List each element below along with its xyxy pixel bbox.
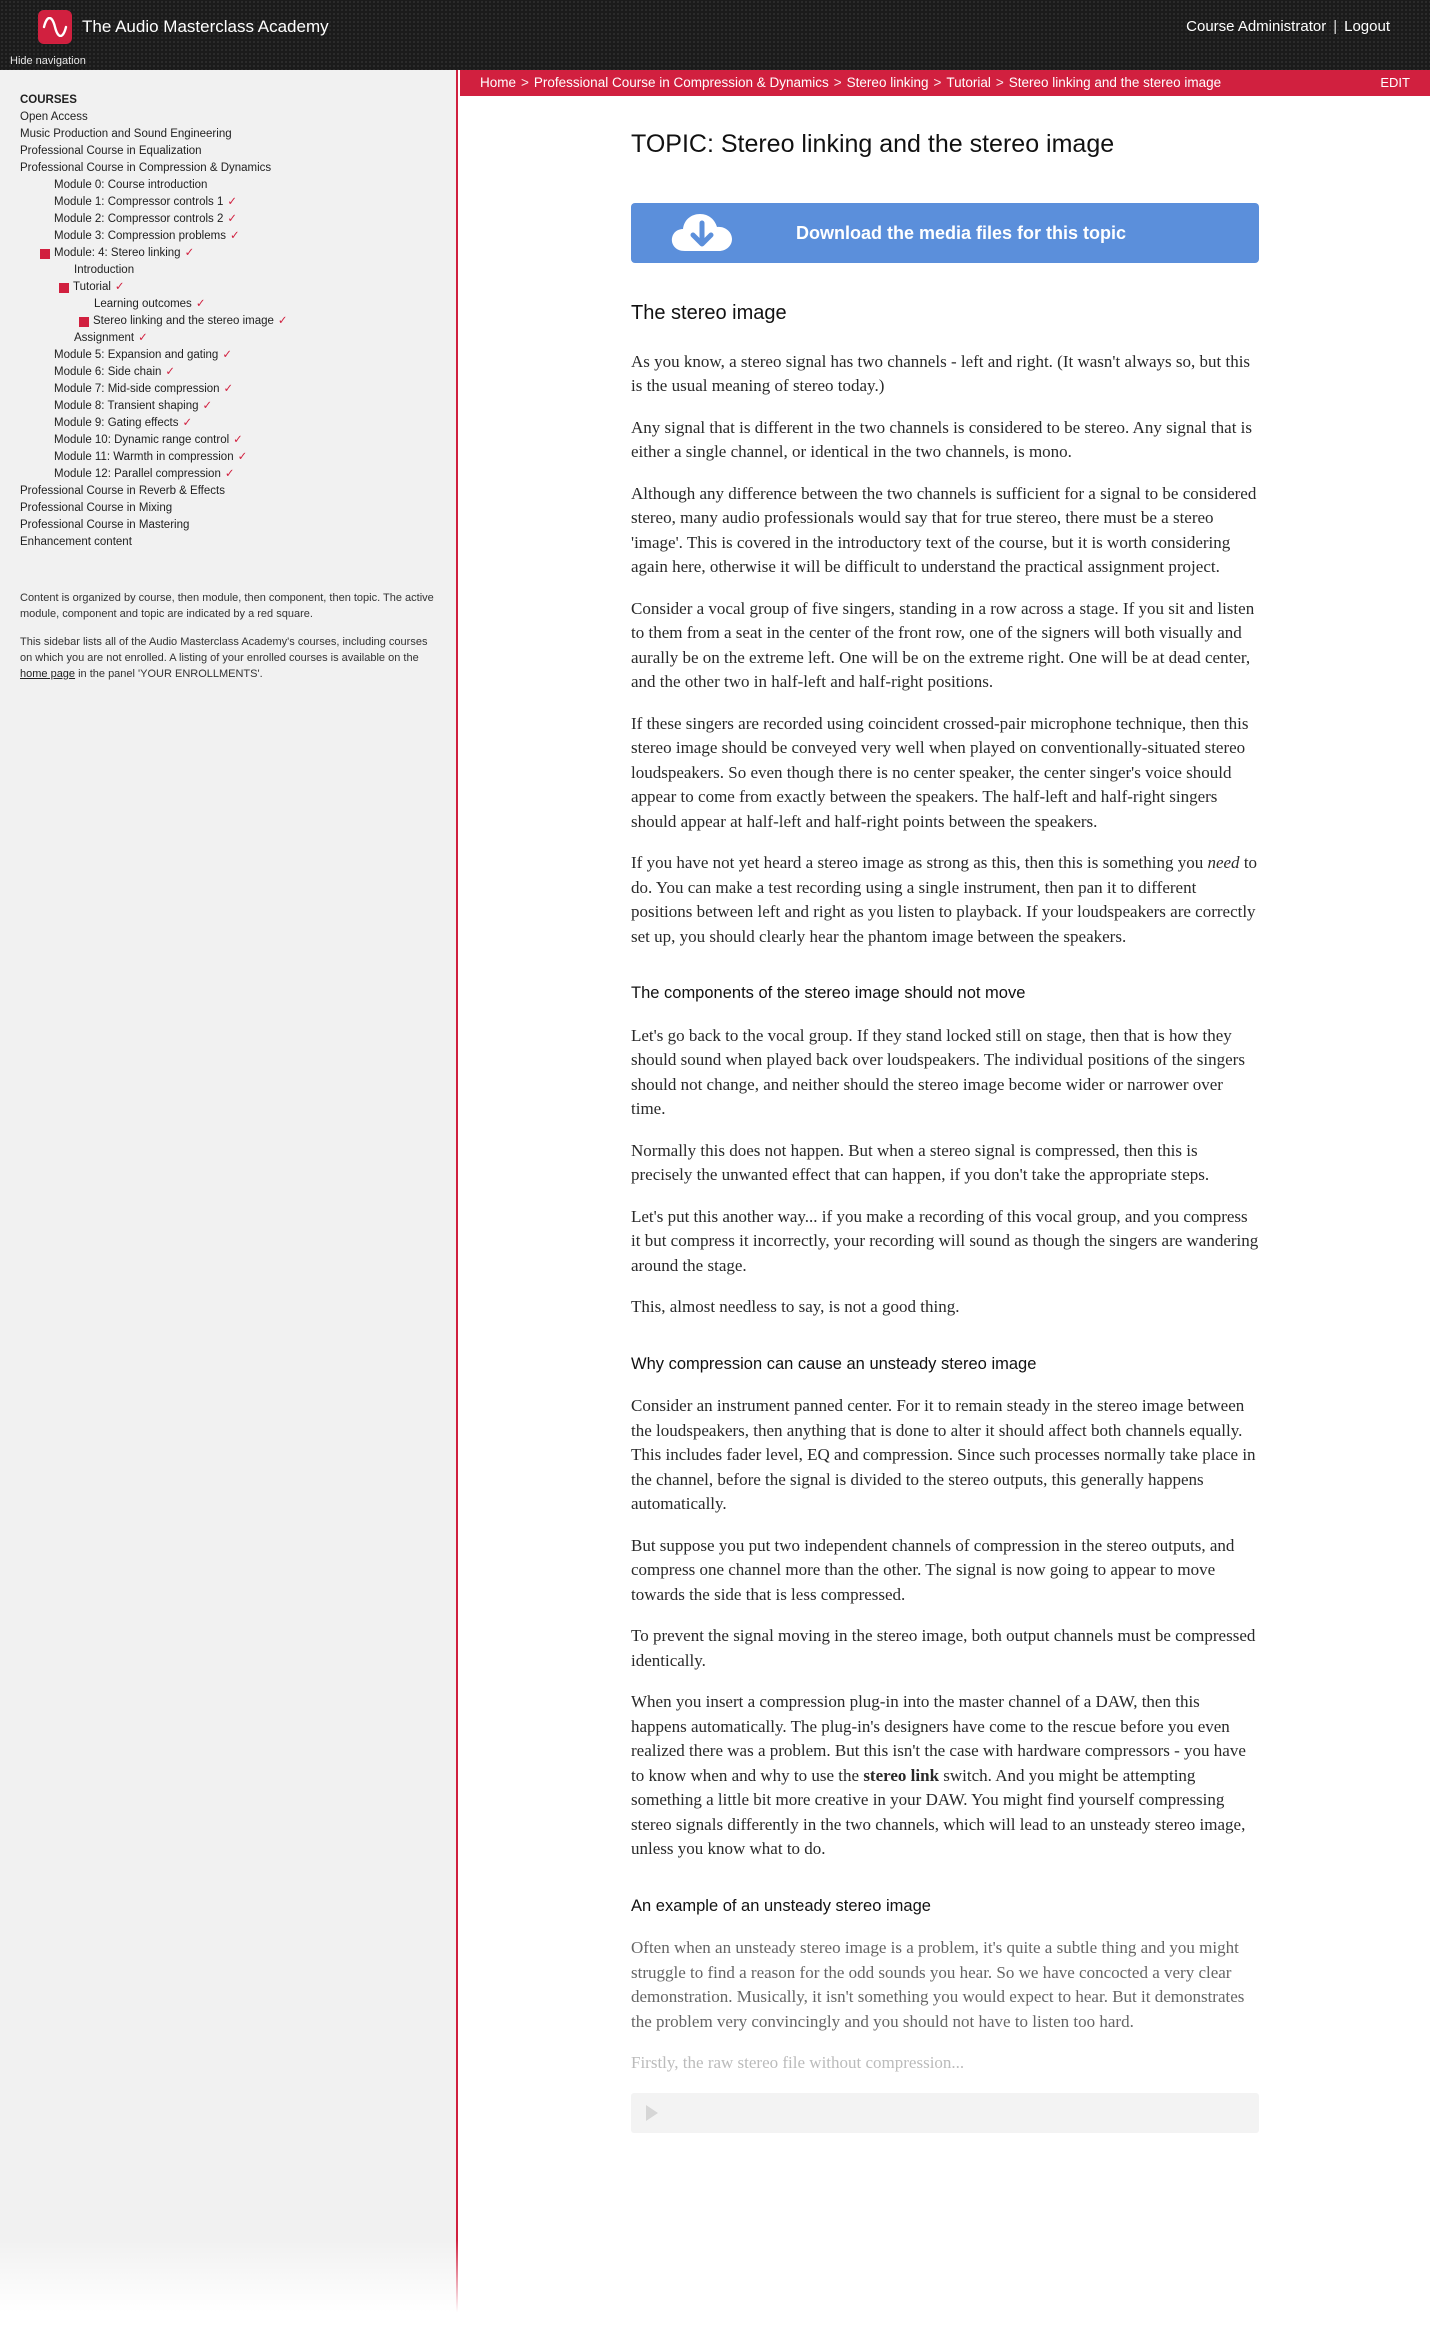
- sidebar-module[interactable]: Module 3: Compression problems ✓: [20, 228, 288, 245]
- user-name-link[interactable]: Course Administrator: [1186, 18, 1327, 35]
- sidebar-notes: [20, 590, 440, 694]
- check-icon: ✓: [233, 434, 243, 446]
- breadcrumb-separator: >: [833, 75, 842, 90]
- breadcrumb-bar: [460, 70, 1430, 96]
- check-icon: ✓: [227, 213, 238, 225]
- breadcrumb: [480, 75, 1221, 90]
- account-links: [1186, 18, 1390, 35]
- hide-navigation-link[interactable]: Hide navigation: [10, 55, 86, 67]
- sidebar: [0, 70, 458, 2325]
- sidebar-module[interactable]: Module 9: Gating effects ✓: [20, 415, 288, 432]
- breadcrumb-item[interactable]: Tutorial: [946, 75, 991, 90]
- brand-name: The Audio Masterclass Academy: [82, 17, 329, 36]
- sidebar-module[interactable]: Module 8: Transient shaping ✓: [20, 398, 288, 415]
- breadcrumb-item[interactable]: Stereo linking: [846, 75, 929, 90]
- sidebar-topic-active[interactable]: Stereo linking and the stereo image ✓: [20, 313, 288, 330]
- cloud-download-icon: [669, 211, 735, 260]
- main-content: [631, 130, 1259, 2133]
- paragraph: Normally this does not happen. But when a stereo signal is compressed, then this is precisely the unwanted effect that can happen, if you don't take the appropriate steps.: [631, 1140, 1210, 1184]
- waveform-logo-icon: [38, 10, 72, 44]
- courses-heading: COURSES: [20, 94, 77, 106]
- sidebar-component[interactable]: Assignment ✓: [20, 330, 288, 347]
- logout-link[interactable]: Logout: [1344, 18, 1390, 35]
- breadcrumb-item[interactable]: Home: [480, 75, 517, 90]
- edit-link[interactable]: EDIT: [1380, 75, 1410, 90]
- active-square-icon: [40, 249, 50, 259]
- paragraph: Let's put this another way... if you make a recording of this vocal group, and you compress it but compress it incorrectly, your recording will sound as though the singers are wandering around the stage.: [631, 1206, 1259, 1275]
- brand[interactable]: [38, 10, 329, 44]
- subsection-heading: The components of the stereo image should not move: [631, 984, 1026, 1002]
- check-icon: ✓: [114, 281, 125, 293]
- paragraph: Consider a vocal group of five singers, standing in a row across a stage. If you sit and listen to them from a seat in the center of the front row, one of the signers will both visually and aurally be on the extreme left. One will be on the extreme right. One will be at dead center, and the other two in half-left and half-right positions.: [631, 598, 1255, 691]
- sidebar-module[interactable]: Module 5: Expansion and gating ✓: [20, 347, 288, 364]
- sidebar-module[interactable]: Module 6: Side chain ✓: [20, 364, 288, 381]
- check-icon: ✓: [202, 400, 213, 412]
- check-icon: ✓: [195, 298, 206, 310]
- sidebar-item[interactable]: Professional Course in Equalization: [20, 145, 202, 157]
- sidebar-item[interactable]: Professional Course in Mixing: [20, 502, 173, 514]
- page-title: TOPIC: Stereo linking and the stereo image: [631, 130, 1115, 158]
- sidebar-module[interactable]: Module 12: Parallel compression ✓: [20, 466, 288, 483]
- paragraph: But suppose you put two independent channels of compression in the stereo outputs, and compress one channel more than the other. The signal is now going to appear to move towards the side that is less compressed.: [631, 1535, 1235, 1604]
- paragraph: If these singers are recorded using coincident crossed-pair microphone technique, then this stereo image should be conveyed very well when played on conventionally-situated stereo loudspeakers. So even though there is no center speaker, the center singer's voice should appear to come from exactly between the speakers. The half-left and half-right singers should appear at half-left and half-right points between the speakers.: [631, 713, 1249, 831]
- paragraph: Any signal that is different in the two channels is considered to be stereo. Any signal that is either a single channel, or identical in the two channels, is mono.: [631, 417, 1253, 461]
- paragraph: Firstly, the raw stereo file without compression...: [631, 2053, 965, 2072]
- sidebar-module[interactable]: Module 10: Dynamic range control ✓: [20, 432, 288, 449]
- play-icon[interactable]: [646, 2105, 658, 2121]
- sidebar-component[interactable]: Introduction: [74, 264, 135, 276]
- check-icon: ✓: [138, 332, 148, 344]
- sidebar-module[interactable]: Module 0: Course introduction: [54, 179, 208, 191]
- paragraph: Consider an instrument panned center. For it to remain steady in the stereo image between the loudspeakers, then anything that is done to alter it should affect both channels equally. This includes fader level, EQ and compression. Since such processes normally take place in the channel, before the signal is divided to the stereo outputs, this generally happens automatically.: [631, 1396, 1256, 1513]
- breadcrumb-item[interactable]: Professional Course in Compression & Dynamics: [533, 75, 829, 90]
- sidebar-item[interactable]: Professional Course in Reverb & Effects: [20, 485, 225, 497]
- article: [631, 301, 1259, 2133]
- sidebar-item[interactable]: Enhancement content: [20, 536, 132, 548]
- check-icon: ✓: [223, 383, 234, 395]
- check-icon: ✓: [227, 196, 238, 208]
- sidebar-topic[interactable]: Learning outcomes ✓: [20, 296, 288, 313]
- course-navigation: [20, 92, 288, 551]
- sidebar-note: This sidebar lists all of the Audio Masterclass Academy's courses, including courses on which you are not enrolled. A listing of your enrolled courses is available on the home page in the panel 'YOUR ENROLLMENTS'.: [20, 636, 428, 680]
- paragraph: As you know, a stereo signal has two channels - left and right. (It wasn't always so, but this is the usual meaning of stereo today.): [631, 351, 1251, 395]
- sidebar-module[interactable]: Module 7: Mid-side compression ✓: [20, 381, 288, 398]
- paragraph: To prevent the signal moving in the stereo image, both output channels must be compressed identically.: [631, 1626, 1256, 1670]
- paragraph: Although any difference between the two channels is sufficient for a signal to be considered stereo, many audio professionals would say that for true stereo, there must be a stereo 'image'. This is covered in the introductory text of the course, but it is worth considering again here, otherwise it will be difficult to understand the practical assignment project.: [631, 483, 1257, 576]
- check-icon: ✓: [165, 366, 176, 378]
- sidebar-module-active[interactable]: Module: 4: Stereo linking ✓: [20, 245, 288, 262]
- check-icon: ✓: [222, 349, 232, 361]
- paragraph: Often when an unsteady stereo image is a problem, it's quite a subtle thing and you might struggle to find a reason for the odd sounds you hear. So we have concocted a very clear demonstration. Musically, it isn't something you would expect to hear. But it demonstrates the problem very convincingly and you should not have to listen too hard.: [631, 1938, 1245, 2031]
- breadcrumb-separator: >: [933, 75, 942, 90]
- subsection-heading: An example of an unsteady stereo image: [631, 1896, 931, 1915]
- breadcrumb-current: Stereo linking and the stereo image: [1008, 75, 1222, 90]
- breadcrumb-separator: >: [521, 75, 529, 90]
- active-square-icon: [79, 317, 89, 327]
- sidebar-module[interactable]: Module 2: Compressor controls 2 ✓: [20, 211, 288, 228]
- sidebar-component-active[interactable]: Tutorial ✓: [20, 279, 288, 296]
- sidebar-item[interactable]: Music Production and Sound Engineering: [20, 128, 232, 140]
- section-heading: The stereo image: [631, 302, 787, 324]
- account-separator: |: [1333, 18, 1338, 35]
- sidebar-item[interactable]: Professional Course in Compression & Dynamics: [20, 162, 272, 174]
- breadcrumb-separator: >: [995, 75, 1004, 90]
- check-icon: ✓: [229, 230, 240, 242]
- sidebar-module[interactable]: Module 1: Compressor controls 1 ✓: [20, 194, 288, 211]
- check-icon: ✓: [277, 315, 288, 327]
- sidebar-item[interactable]: Professional Course in Mastering: [20, 519, 190, 531]
- active-square-icon: [59, 283, 69, 293]
- audio-player[interactable]: [631, 2093, 1259, 2133]
- paragraph: Let's go back to the vocal group. If they stand locked still on stage, then that is how they should sound when played back over loudspeakers. The individual positions of the singers should not change, and neither should the stereo image become wider or narrower over time.: [631, 1025, 1245, 1118]
- check-icon: ✓: [182, 417, 193, 429]
- check-icon: ✓: [237, 451, 248, 463]
- home-page-link[interactable]: home page: [20, 668, 76, 680]
- paragraph: This, almost needless to say, is not a good thing.: [631, 1297, 960, 1316]
- sidebar-module[interactable]: Module 11: Warmth in compression ✓: [20, 449, 288, 466]
- sidebar-note: Content is organized by course, then module, then component, then topic. The active module, component and topic are indicated by a red square.: [20, 592, 434, 620]
- check-icon: ✓: [224, 468, 235, 480]
- download-label: Download the media files for this topic: [796, 223, 1127, 243]
- top-bar: [0, 0, 1430, 70]
- paragraph: When you insert a compression plug-in into the master channel of a DAW, then this happens automatically. The plug-in's designers have come to the rescue before you even realized there was a problem. But this isn't the case with hardware compressors - you have to know when and why to use the stereo link switch. And you might be attempting something a little bit more creative in your DAW. You might find yourself compressing stereo signals differently in the two channels, which will lead to an unsteady stereo image, unless you know what to do.: [631, 1692, 1246, 1858]
- content-bottom-fade: [460, 2200, 1430, 2325]
- subsection-heading: Why compression can cause an unsteady stereo image: [631, 1354, 1037, 1373]
- paragraph: If you have not yet heard a stereo image as strong as this, then this is something you need to do. You can make a test recording using a single instrument, then pan it to different positions between left and right as you listen to playback. If your loudspeakers are correctly set up, you should clearly hear the phantom image between the speakers.: [631, 853, 1258, 946]
- download-media-button[interactable]: [631, 203, 1259, 263]
- sidebar-item[interactable]: Open Access: [20, 111, 88, 123]
- check-icon: ✓: [184, 247, 195, 259]
